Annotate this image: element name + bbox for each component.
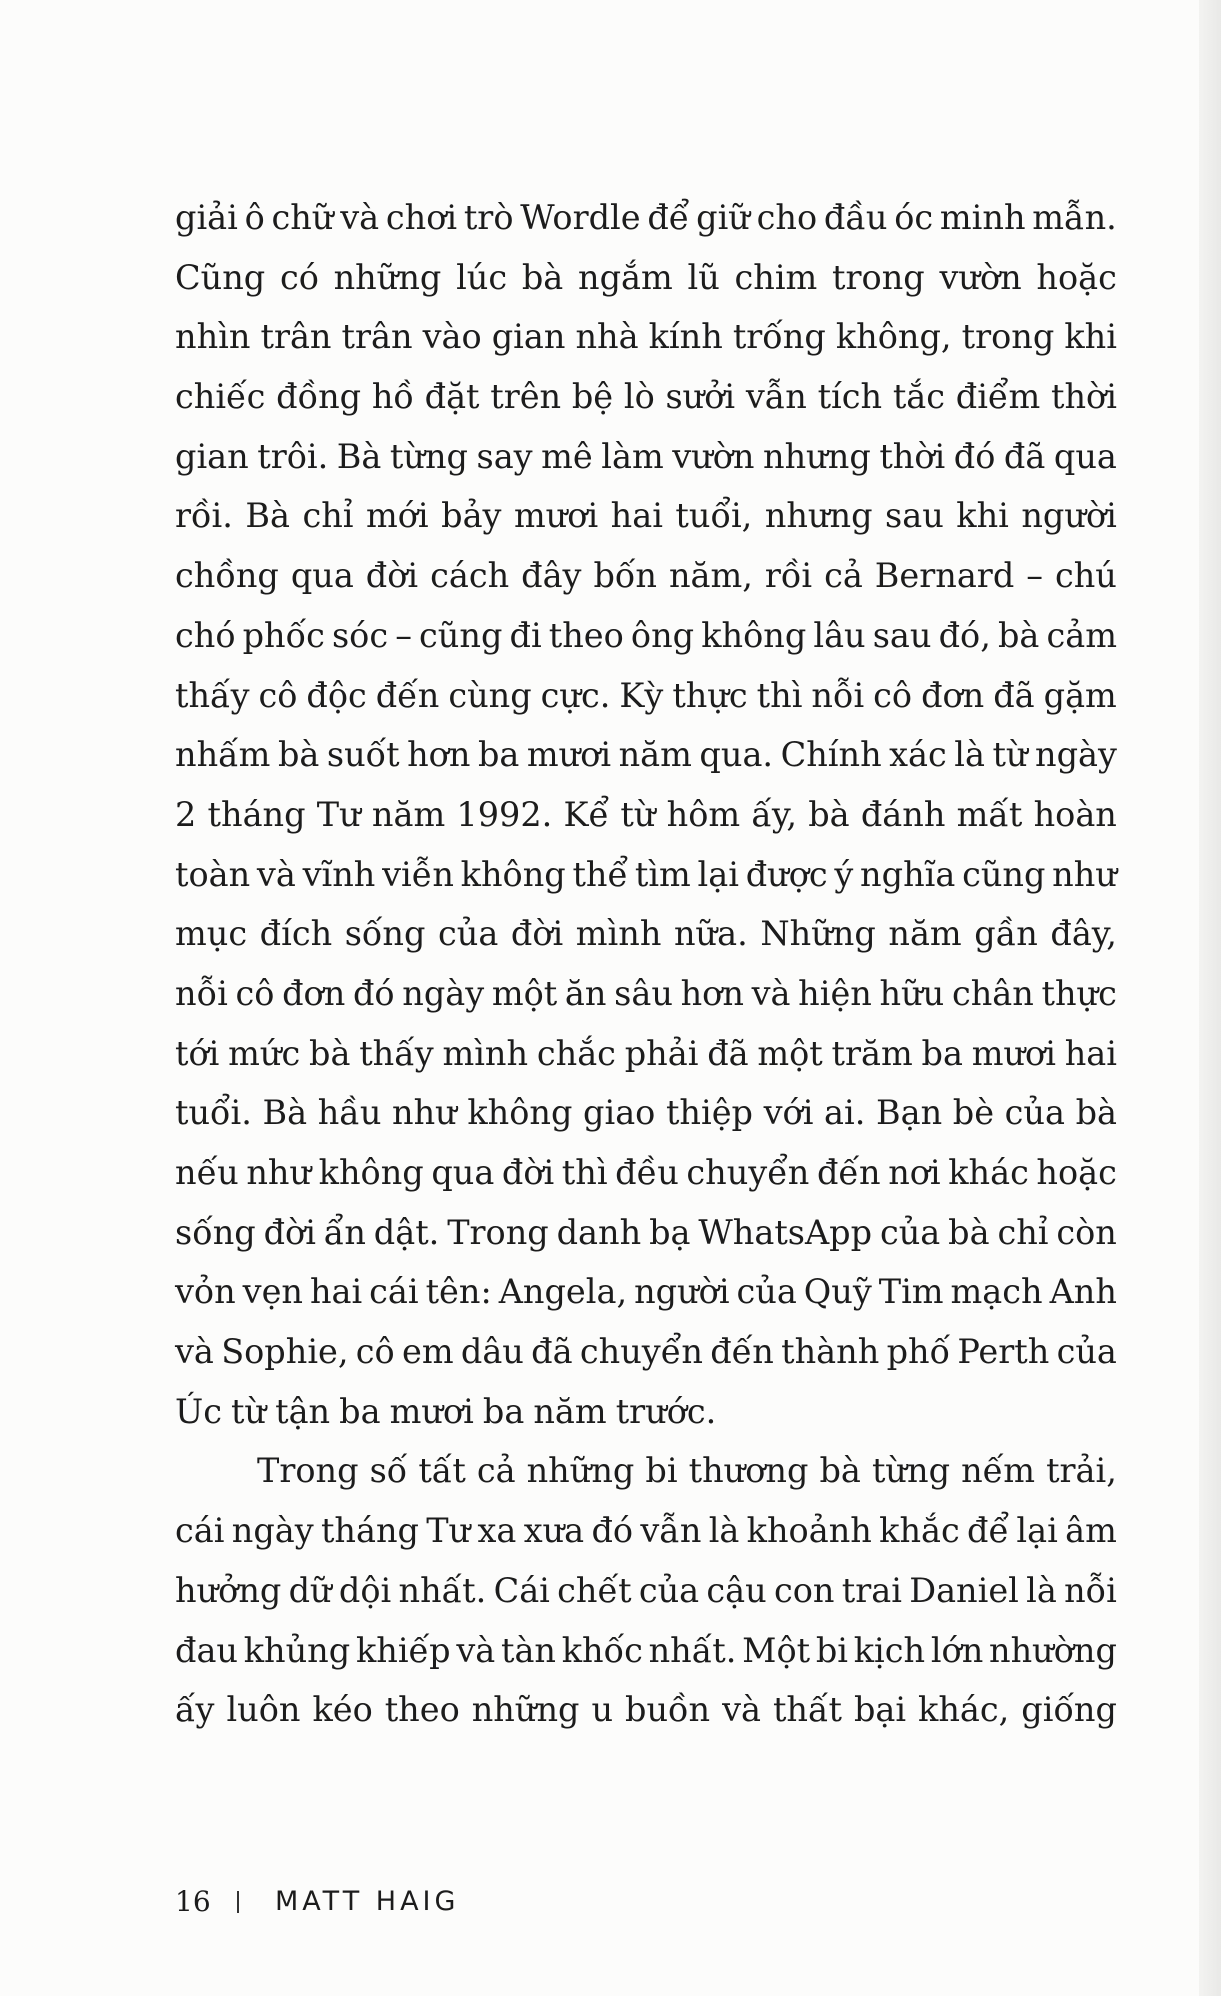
text-line: tới mức bà thấy mình chắc phải đã một trăm ba mươi hai [175, 1033, 1117, 1073]
text-line: sống đời ẩn dật. Trong danh bạ WhatsApp của bà chỉ còn [175, 1212, 1117, 1252]
text-line: nỗi cô đơn đó ngày một ăn sâu hơn và hiện hữu chân thực [175, 973, 1117, 1013]
text-line: Cũng có những lúc bà ngắm lũ chim trong vườn hoặc [175, 257, 1117, 297]
text-line: nhấm bà suốt hơn ba mươi năm qua. Chính xác là từ ngày [175, 735, 1117, 775]
page-footer [175, 1885, 459, 1918]
text-line: mục đích sống của đời mình nữa. Những năm gần đây, [175, 914, 1117, 954]
text-line: cái ngày tháng Tư xa xưa đó vẫn là khoảnh khắc để lại âm [175, 1511, 1117, 1551]
body-text [175, 188, 1117, 1740]
text-line: vỏn vẹn hai cái tên: Angela, người của Quỹ Tim mạch Anh [175, 1272, 1117, 1312]
text-line: chó phốc sóc – cũng đi theo ông không lâu sau đó, bà cảm [175, 615, 1117, 655]
author-name: MATT HAIG [275, 1886, 460, 1917]
text-line: đau khủng khiếp và tàn khốc nhất. Một bi kịch lớn nhường [175, 1630, 1117, 1670]
text-line: chồng qua đời cách đây bốn năm, rồi cả Bernard – chú [175, 556, 1117, 596]
text-line: hưởng dữ dội nhất. Cái chết của cậu con trai Daniel là nỗi [175, 1570, 1117, 1610]
text-line: nhìn trân trân vào gian nhà kính trống không, trong khi [175, 317, 1117, 357]
text-line: nếu như không qua đời thì đều chuyển đến nơi khác hoặc [175, 1153, 1117, 1192]
page-edge [1199, 0, 1221, 1996]
text-line: rồi. Bà chỉ mới bảy mươi hai tuổi, nhưng sau khi người [175, 496, 1117, 536]
text-line: giải ô chữ và chơi trò Wordle để giữ cho đầu óc minh mẫn. [175, 198, 1117, 237]
footer-separator [237, 1891, 239, 1913]
text-line: ấy luôn kéo theo những u buồn và thất bại khác, giống [175, 1690, 1117, 1730]
text-line: thấy cô độc đến cùng cực. Kỳ thực thì nỗi cô đơn đã gặm [175, 675, 1117, 715]
text-line: và Sophie, cô em dâu đã chuyển đến thành phố Perth của [175, 1332, 1117, 1372]
text-line: chiếc đồng hồ đặt trên bệ lò sưởi vẫn tích tắc điểm thời [175, 377, 1117, 417]
text-line: tuổi. Bà hầu như không giao thiệp với ai. Bạn bè của bà [175, 1093, 1117, 1133]
text-line: Úc từ tận ba mươi ba năm trước. [175, 1391, 717, 1431]
text-line: toàn và vĩnh viễn không thể tìm lại được ý nghĩa cũng như [175, 854, 1117, 894]
text-line: 2 tháng Tư năm 1992. Kể từ hôm ấy, bà đánh mất hoàn [175, 794, 1117, 834]
page-number: 16 [175, 1885, 211, 1918]
text-line: Trong số tất cả những bi thương bà từng nếm trải, [257, 1451, 1117, 1491]
text-line: gian trôi. Bà từng say mê làm vườn nhưng thời đó đã qua [175, 436, 1117, 476]
